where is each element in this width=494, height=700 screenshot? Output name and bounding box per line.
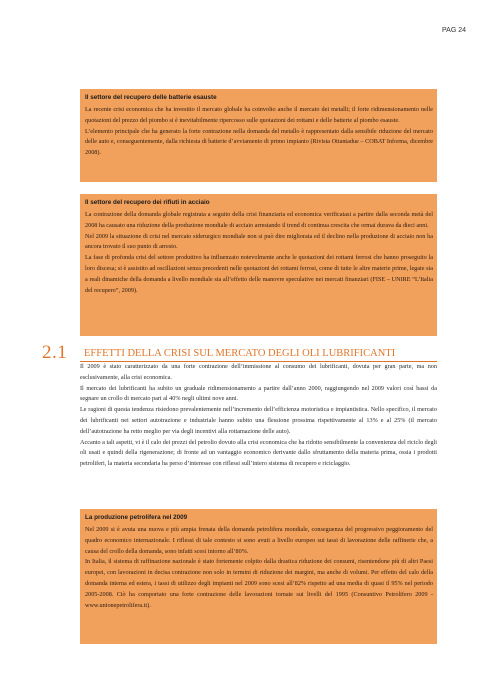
callout-paragraph: Nel 2009 si è avuta una nuova e più ampia frenata della domanda petrolifera mondiale, conseguenza del progressivo peggioramento del quadro economico internazionale. I riflessi di tale contesto si sono avuti a livello europeo sui tassi di lavorazione delle raffinerie che, a causa del crollo della domanda, sono infatti scesi intorno all’80%.: [85, 526, 433, 555]
callout-title: La produzione petrolifera nel 2009: [85, 514, 188, 521]
body-paragraph: Le ragioni di questa tendenza risiedono prevalentemente nell’incremento dell’efficienza motoristica e impiantistica. Nello specifico, il mercato dei lubrificanti nei settori autotrazione e industriale hanno subito una flessione prossima rispettivamente al 13% e al 25% (il mercato dell’autotrazione ha retto meglio per via degli incentivi alla rottamazione delle auto).: [80, 406, 437, 435]
callout-paragraph: La contrazione della domanda globale registrata a seguito della crisi finanziaria ed economica verificatasi a partire dalla seconda metà del 2008 ha causato una riduzione della produzione mondiale di acciaio arrestando il trend di continua crescita che ormai durava da dieci anni.: [85, 211, 433, 229]
section-body: [80, 362, 437, 470]
callout-box-oil: [80, 509, 437, 644]
callout-paragraph: L’elemento principale che ha generato la forte contrazione nella domanda del metallo è rappresentato dalla sensibile riduzione del mercato delle auto e, conseguentemente, dalla richiesta di batterie d’avviamento di primo impianto (Rivista Ottantadue – COBAT Informa, dicembre 2008).: [85, 127, 433, 157]
section-title: EFFETTI DELLA CRISI SUL MERCATO DEGLI OLI LUBRIFICANTI: [84, 348, 396, 359]
callout-title: Il settore del recupero dei rifiuti in acciaio: [85, 199, 210, 206]
callout-title: Il settore del recupero delle batterie esauste: [85, 94, 217, 101]
callout-paragraph: In Italia, il sistema di raffinazione nazionale è stato fortemente colpito dalla drastica riduzione dei consumi, risentendone più di altri Paesi europei, con lavorazioni in decisa contrazione non solo in termini di riduzione dei margini, ma anche di volumi. Per effetto del calo della domanda interna ed estera, i tassi di utilizzo degli impianti nel 2009 sono scesi all’82% rispetto ad una media di quasi il 95% nel periodo 2005-2008. Ciò ha comportato una forte contrazione delle lavorazioni tornate sui livelli del 1995 (Consuntivo Petrolifero 2009 - www.unionepetrolifera.it).: [85, 558, 433, 609]
body-paragraph: Accanto a tali aspetti, vi è il calo dei prezzi del petrolio dovuto alla crisi economica che ha ridotto sensibilmente la convenienza del riciclo degli oli usati e quindi della rigenerazione; di fronte ad un vantaggio economico derivante dallo sfruttamento della materia prima, ossia i prodotti petroliferi, la materia secondaria ha perso d’interesse con riflessi sull’intero sistema di recupero e riciclaggio.: [80, 438, 437, 468]
page-number: PAG 24: [442, 27, 466, 34]
callout-box-batteries: [80, 89, 437, 182]
body-paragraph: Il mercato dei lubrificanti ha subito un graduale ridimensionamento a partire dall’anno 2000, raggiungendo nel 2009 valori così bassi da segnare un crollo di mercato pari al 40% negli ultimi nove anni.: [80, 384, 437, 403]
callout-paragraph: Nel 2009 la situazione di crisi nel mercato siderurgico mondiale non si può dire migliorata ed il declino nella produzione di acciaio non ha ancora trovato il suo punto di arresto.: [85, 232, 433, 251]
body-paragraph: Il 2009 è stato caratterizzato da una forte contrazione dell’immissione al consumo dei lubrificanti, dovuta per gran parte, ma non esclusivamente, alla crisi economica.: [80, 363, 437, 381]
callout-paragraph: La fase di profonda crisi del settore produttivo ha influenzato notevolmente anche le quotazioni dei rottami ferrosi che hanno proseguito la loro discesa; si è assistito ad oscillazioni senza precedenti nelle quotazioni dei rottami ferrosi, come di tutte le altre materie prime, legate sia a reali dinamiche della domanda a livello mondiale sia all’effetto delle manovre speculative nei mercati finanziari (FISE – UNIRE “L’Italia del recupero”, 2009).: [85, 254, 433, 294]
callout-paragraph: La recente crisi economica che ha investito il mercato globale ha coinvolto anche il mercato dei metalli; il forte ridimensionamento nelle quotazioni del prezzo del piombo si è inevitabilmente ripercosso sulle quotazioni dei rottami e delle batterie al piombo esauste.: [85, 106, 433, 124]
callout-box-iron: [80, 194, 437, 336]
section-number: 2.1: [42, 342, 68, 363]
